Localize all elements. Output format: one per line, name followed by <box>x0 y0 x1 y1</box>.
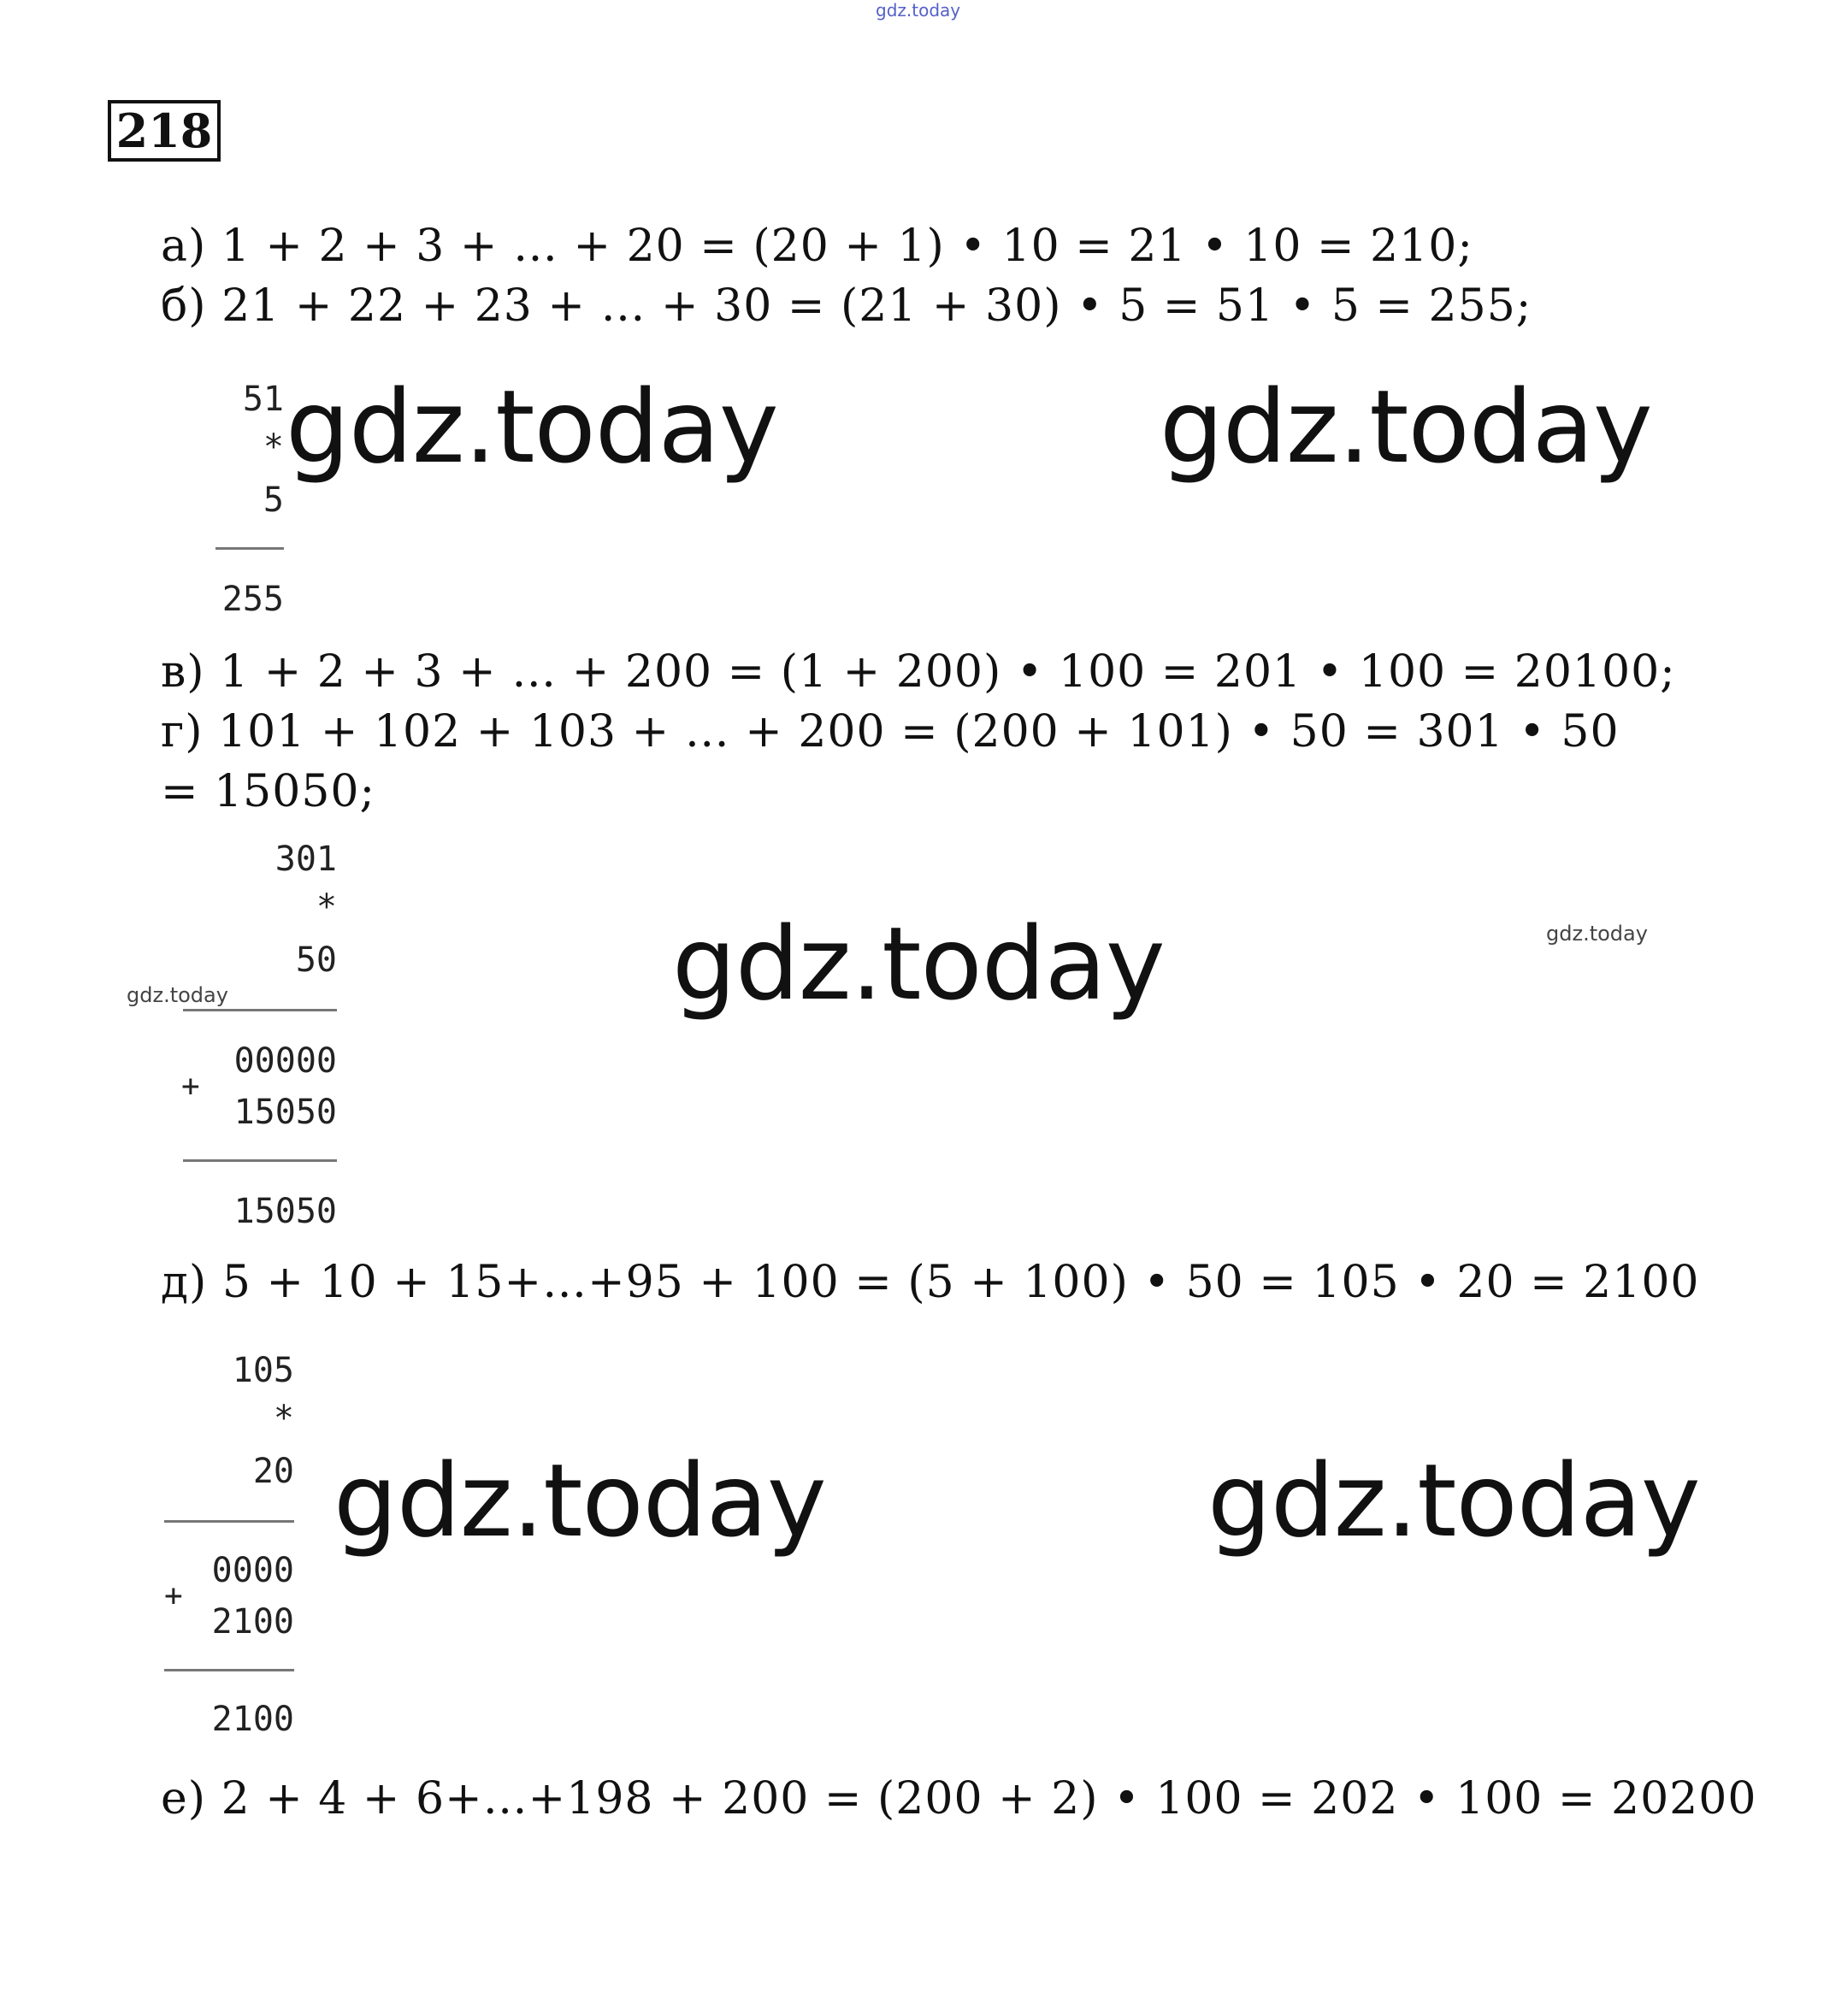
equation-g-line2: = 15050; <box>161 766 376 817</box>
calc-g-result: 15050 <box>233 1192 337 1231</box>
equation-d: д) 5 + 10 + 15+…+95 + 100 = (5 + 100) • 50 = 105 • 20 = 2100 <box>161 1257 1700 1308</box>
calc-b-rule <box>215 547 284 550</box>
calc-d-rule-2 <box>164 1669 294 1671</box>
calc-b-operator: * <box>263 427 284 467</box>
problem-number-box: 218 <box>108 100 221 162</box>
calc-d-partial-1: 0000 <box>211 1551 294 1590</box>
watermark-big-4: gdz.today <box>334 1441 826 1559</box>
watermark-small-left: gdz.today <box>127 983 228 1007</box>
watermark-big-2: gdz.today <box>1160 368 1652 486</box>
watermark-big-5: gdz.today <box>1207 1441 1700 1559</box>
calc-g-operator: * <box>316 887 337 927</box>
calc-b-bottom: 5 <box>263 480 284 520</box>
calc-g-top: 301 <box>274 840 337 879</box>
watermark-big-3: gdz.today <box>672 905 1165 1023</box>
calc-g-plus: + <box>181 1069 200 1104</box>
watermark-small-right: gdz.today <box>1546 922 1648 946</box>
calc-d-partial-2: 2100 <box>211 1602 294 1642</box>
calc-g-partial-2: 15050 <box>233 1093 337 1132</box>
calc-d-bottom: 20 <box>252 1452 294 1491</box>
equation-b: б) 21 + 22 + 23 + … + 30 = (21 + 30) • 5 = 51 • 5 = 255; <box>161 280 1532 332</box>
calc-g-rule-2 <box>183 1159 337 1162</box>
calc-b-result: 255 <box>221 580 284 619</box>
calc-g-rule-1 <box>183 1009 337 1011</box>
top-watermark: gdz.today <box>876 0 961 21</box>
calc-d-plus: + <box>164 1578 183 1613</box>
equation-e: е) 2 + 4 + 6+…+198 + 200 = (200 + 2) • 100 = 202 • 100 = 20200 <box>161 1773 1757 1824</box>
equation-g-line1: г) 101 + 102 + 103 + … + 200 = (200 + 101) • 50 = 301 • 50 <box>161 706 1620 757</box>
calc-g-partial-1: 00000 <box>233 1041 337 1081</box>
calc-d-result: 2100 <box>211 1700 294 1739</box>
calc-b-top: 51 <box>242 380 284 419</box>
calc-d-operator: * <box>273 1399 294 1438</box>
calc-g-bottom: 50 <box>295 940 337 980</box>
equation-a: а) 1 + 2 + 3 + … + 20 = (20 + 1) • 10 = 21 • 10 = 210; <box>161 221 1473 272</box>
calc-d-rule-1 <box>164 1520 294 1523</box>
equation-v: в) 1 + 2 + 3 + … + 200 = (1 + 200) • 100 = 201 • 100 = 20100; <box>161 646 1676 698</box>
calc-d-top: 105 <box>232 1351 294 1390</box>
watermark-big-1: gdz.today <box>286 368 778 486</box>
